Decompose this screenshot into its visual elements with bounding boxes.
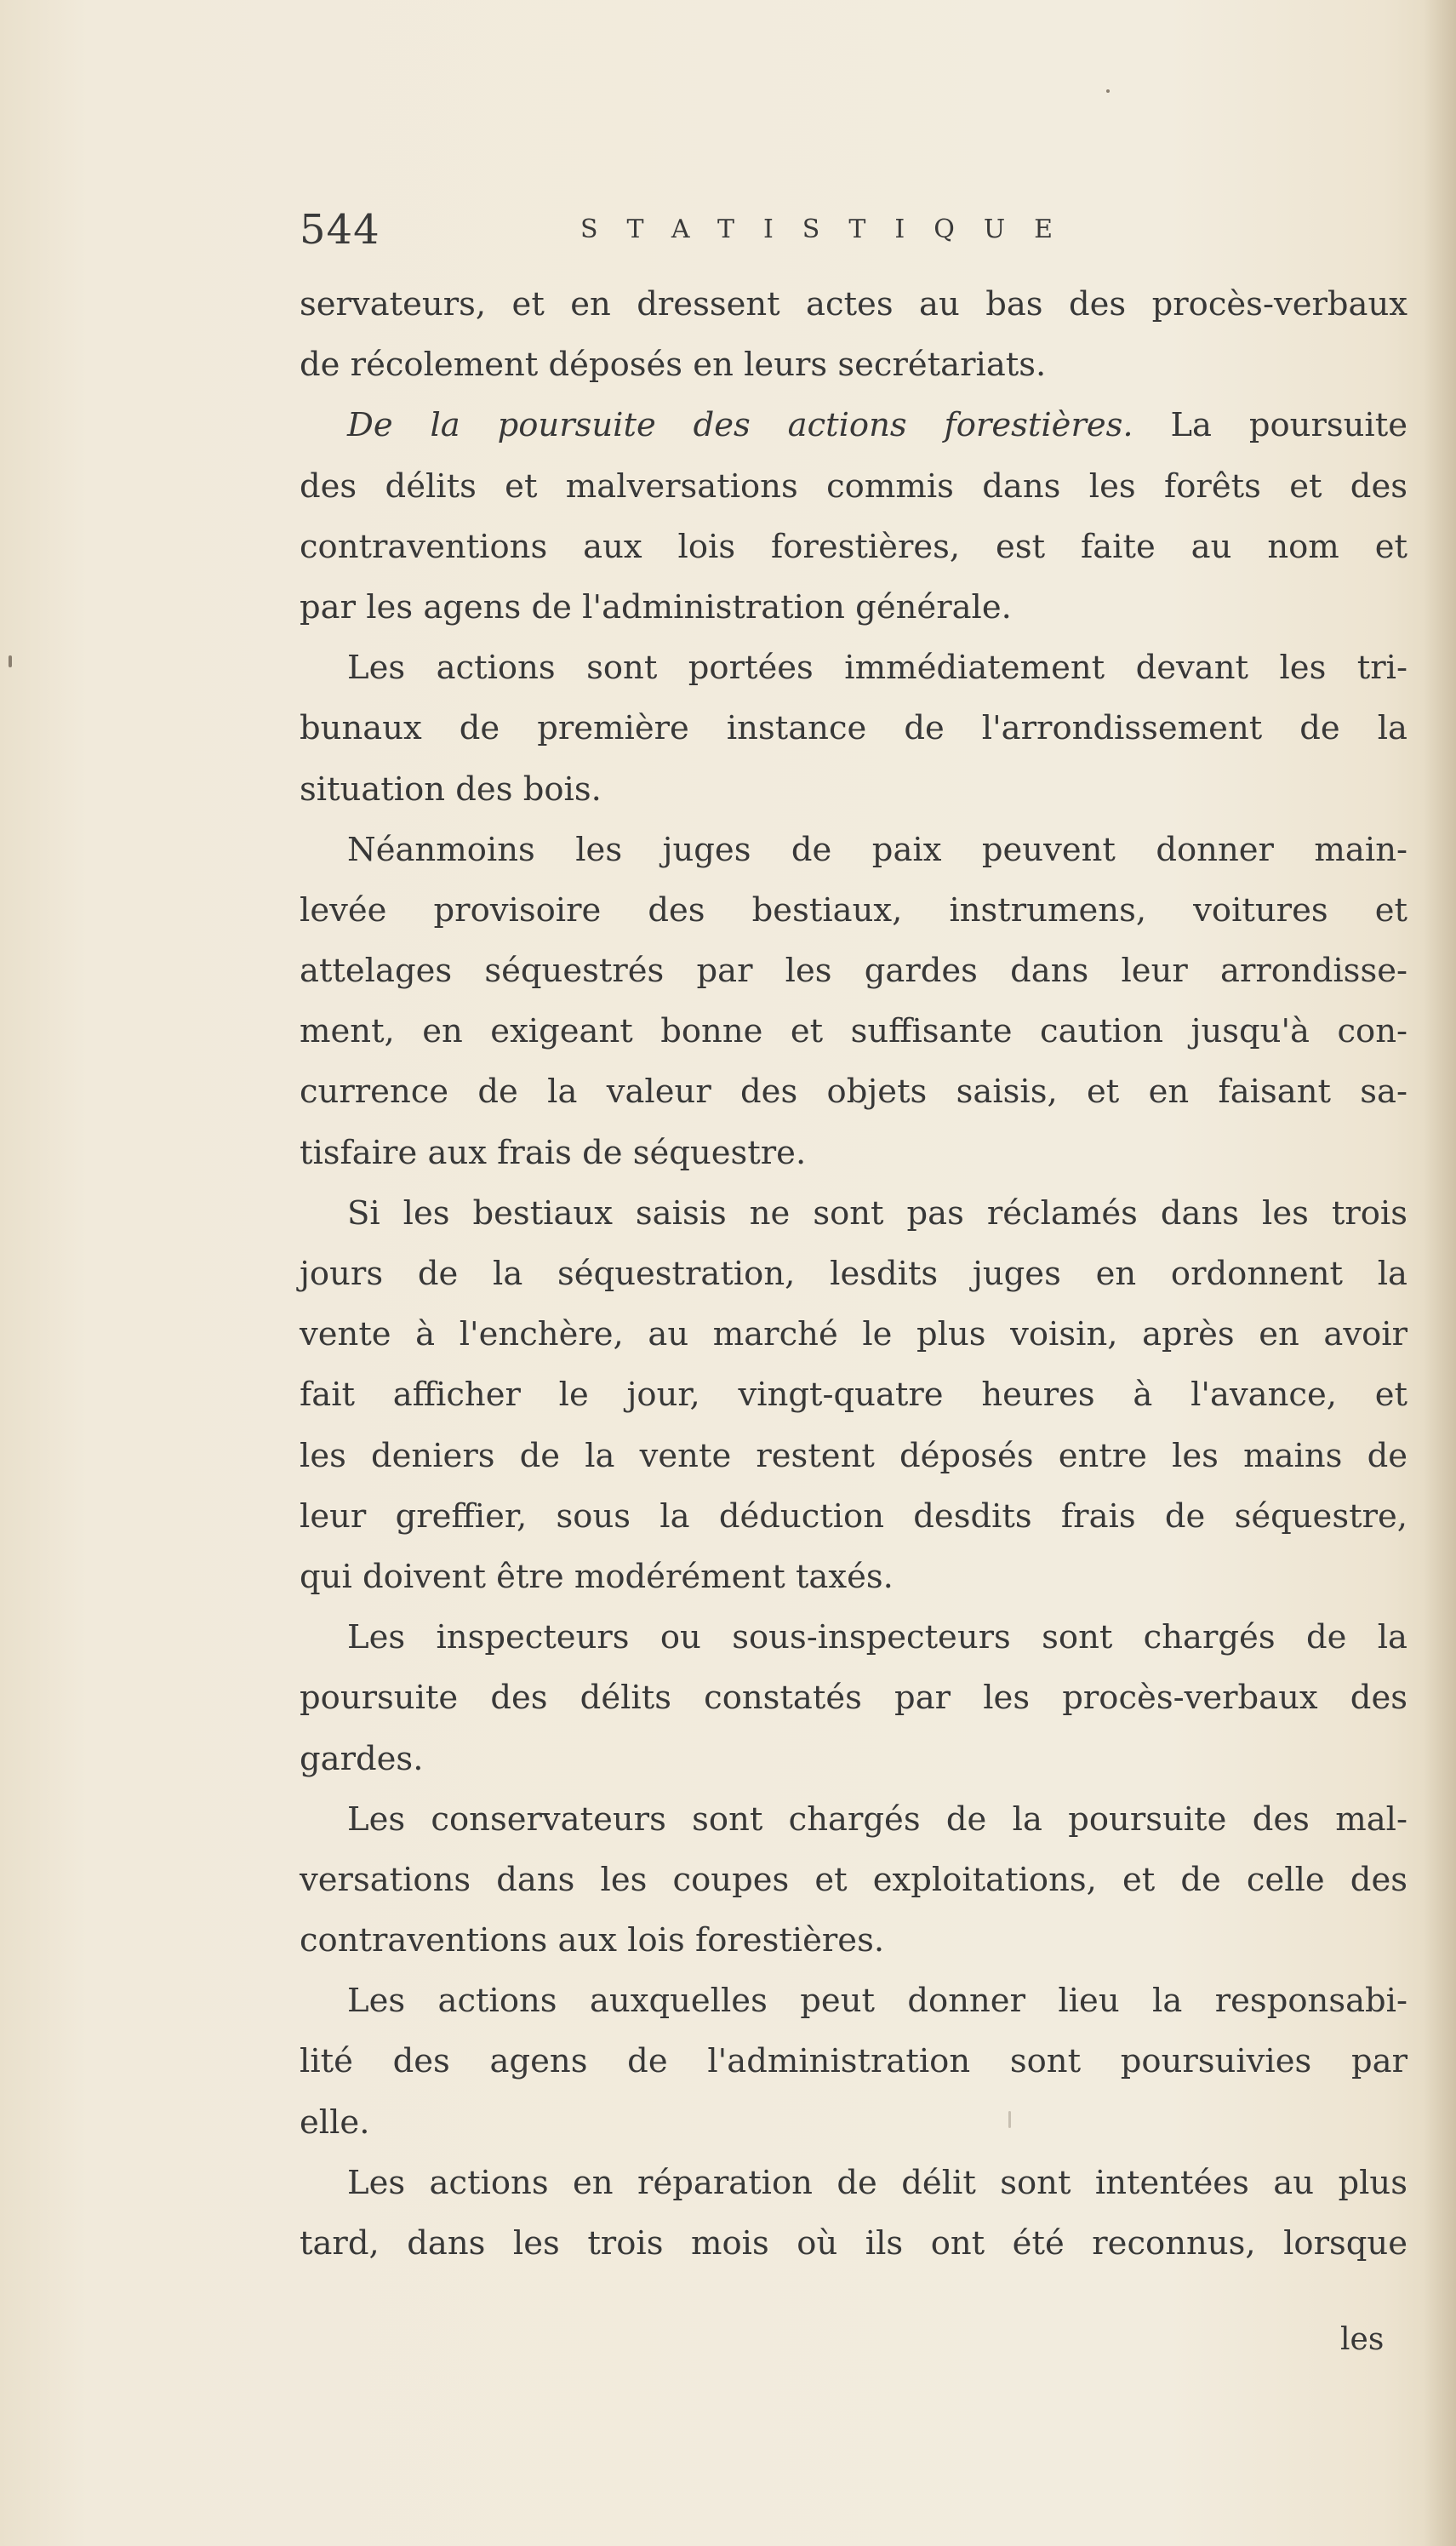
body-text (300, 274, 1407, 2274)
text-line: Les actions auxquelles peut donner lieu la responsabi- (347, 1982, 1407, 2021)
section-heading: De la poursuite des actions forestières. (347, 406, 1133, 445)
text-line: levée provisoire des bestiaux, instrumens, voitures et (300, 890, 1407, 930)
text-line: versations dans les coupes et exploitations, et de celle des (300, 1860, 1407, 1899)
text-line: contraventions aux lois forestières, est faite au nom et (300, 527, 1407, 566)
text-line: ment, en exigeant bonne et suffisante caution jusqu'à con- (300, 1012, 1407, 1051)
text-line: situation des bois. (300, 770, 602, 809)
page-edge-shadow (1424, 0, 1456, 2546)
text-line: vente à l'enchère, au marché le plus voisin, après en avoir (300, 1315, 1407, 1354)
text-line: Si les bestiaux saisis ne sont pas réclamés dans les trois (347, 1193, 1407, 1233)
text-line: Les actions sont portées immédiatement devant les tri- (347, 649, 1407, 688)
text-line: bunaux de première instance de l'arrondissement de la (300, 709, 1407, 748)
running-title: STATISTIQUE (580, 215, 1082, 244)
text-line: currence de la valeur des objets saisis, et en faisant sa- (300, 1073, 1407, 1112)
text-line: servateurs, et en dressent actes au bas des procès-verbaux (300, 285, 1407, 323)
text-line: gardes. (300, 1739, 424, 1778)
text-line: jours de la séquestration, lesdits juges en ordonnent la (300, 1255, 1407, 1293)
text-line: tard, dans les trois mois où ils ont été reconnus, lorsque (300, 2224, 1407, 2263)
text-line: par les agens de l'administration générale. (300, 587, 1012, 626)
text-line: qui doivent être modérément taxés. (300, 1557, 894, 1596)
paper-speck (9, 655, 12, 667)
text-line: fait afficher le jour, vingt-quatre heures à l'avance, et (300, 1376, 1407, 1415)
text-line: lité des agens de l'administration sont poursuivies par (300, 2042, 1407, 2081)
text-line: les deniers de la vente restent déposés entre les mains de (300, 1436, 1407, 1475)
text-line (300, 395, 1407, 455)
text-line: poursuite des délits constatés par les procès-verbaux des (300, 1679, 1407, 1718)
text-line: tisfaire aux frais de séquestre. (300, 1133, 807, 1172)
paper-speck (1106, 89, 1110, 93)
text-line: leur greffier, sous la déduction desdits frais de séquestre, (300, 1496, 1407, 1536)
catchword: les (1340, 2322, 1385, 2357)
text-line: de récolement déposés en leurs secrétariats. (300, 346, 1047, 385)
text-line: Néanmoins les juges de paix peuvent donner main- (347, 830, 1407, 869)
text-line: elle. (300, 2103, 370, 2142)
text-line: Les inspecteurs ou sous-inspecteurs sont chargés de la (347, 1618, 1407, 1657)
text-line: attelages séquestrés par les gardes dans leur arrondisse- (300, 952, 1407, 991)
text-line: Les conservateurs sont chargés de la poursuite des mal- (347, 1799, 1407, 1839)
text-line: contraventions aux lois forestières. (300, 1921, 885, 1960)
page-header (300, 206, 1151, 266)
page-number: 544 (300, 206, 380, 254)
paper-speck (1008, 2111, 1011, 2128)
text-fragment: La poursuite (1133, 406, 1407, 445)
text-line: Les actions en réparation de délit sont intentées au plus (347, 2163, 1407, 2202)
text-line: des délits et malversations commis dans les forêts et des (300, 466, 1407, 506)
